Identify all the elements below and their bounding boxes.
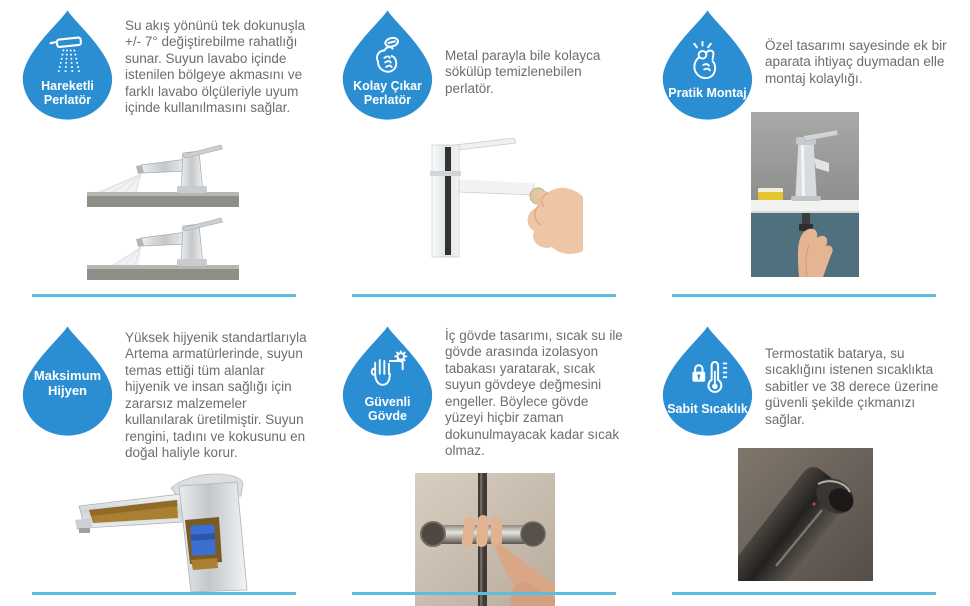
feature-badge bbox=[340, 8, 435, 121]
thermometer-lock-icon bbox=[686, 357, 730, 401]
figure-flow-angle-demo bbox=[20, 140, 310, 282]
feature-badge bbox=[660, 324, 755, 437]
feature-description: İç gövde tasarımı, sıcak su ile gövde arasında izolasyon tabakası yaratarak, sıcak suyun gövdeye değmesini engeller. Böylece gövde yüzeyi hiçbir zaman dokunulmayacak kadar sıcak olmaz. bbox=[445, 328, 623, 459]
feature-description: Su akış yönünü tek dokunuşla +/- 7° değiştirebilme rahatlığı sunar. Suyun lavabo içinde istenilen bölgeye akmasını ve farklı lavabo ölçüleriyle uyum içinde kullanılmasını sağlar. bbox=[125, 18, 306, 116]
section-divider bbox=[672, 294, 936, 297]
feature-description: Yüksek hijyenik standartlarıyla Artema armatürlerinde, suyun temas ettiği tüm alanlar hijyenik ve insan sağlığı için zararsız malzemeler kullanılarak üretilmiştir. Suyun rengini, tadını ve kokusunu en doğal haliyle korur. bbox=[125, 330, 307, 461]
feature-badge-label: Pratik Montaj bbox=[668, 85, 747, 100]
figure-hand-mounting bbox=[660, 112, 950, 277]
adjustable-spray-aerator-icon bbox=[46, 34, 90, 78]
feature-badge bbox=[20, 8, 115, 121]
hand-on-safe-body-icon bbox=[366, 350, 410, 394]
section-divider bbox=[352, 294, 616, 297]
figure-child-hands-thermostat bbox=[340, 473, 630, 606]
feature-badge-label: Maksimum Hijyen bbox=[33, 367, 102, 398]
feature-card-guvenli-govde bbox=[340, 308, 630, 600]
feature-card-maksimum-hijyen bbox=[20, 308, 310, 600]
coin-unscrew-hand-icon bbox=[366, 34, 410, 78]
feature-badge-label: Güvenli Gövde bbox=[364, 394, 411, 423]
figure-cutaway-body bbox=[20, 470, 310, 592]
figure-coin-aerator-removal bbox=[340, 135, 630, 261]
feature-badge-label: Sabit Sıcaklık bbox=[667, 401, 748, 416]
feature-card-hareketli-perlator bbox=[20, 8, 310, 308]
feature-badge bbox=[340, 324, 435, 437]
feature-card-pratik-montaj bbox=[660, 8, 950, 308]
section-divider bbox=[672, 592, 936, 595]
feature-badge-label: Kolay Çıkar Perlatör bbox=[353, 78, 422, 107]
figure-thermostat-closeup bbox=[660, 448, 950, 581]
section-divider bbox=[32, 592, 296, 595]
feature-badge bbox=[20, 324, 115, 437]
feature-card-sabit-sicaklik bbox=[660, 308, 950, 600]
feature-description: Termostatik batarya, su sıcaklığını istenen sıcaklıkta sabitler ve 38 derece üzerine güvenli şekilde çıkmanızı sağlar. bbox=[765, 346, 939, 427]
feature-badge-label: Hareketli Perlatör bbox=[41, 78, 94, 107]
feature-description: Özel tasarımı sayesinde ek bir aparata ihtiyaç duymadan elle montaj kolaylığı. bbox=[765, 38, 947, 86]
feature-card-kolay-cikar-perlator bbox=[340, 8, 630, 308]
feature-badge bbox=[660, 8, 755, 121]
section-divider bbox=[352, 592, 616, 595]
feature-description: Metal parayla bile kolayca sökülüp temizlenebilen perlatör. bbox=[445, 48, 601, 96]
finger-snap-icon bbox=[686, 41, 730, 85]
section-divider bbox=[32, 294, 296, 297]
